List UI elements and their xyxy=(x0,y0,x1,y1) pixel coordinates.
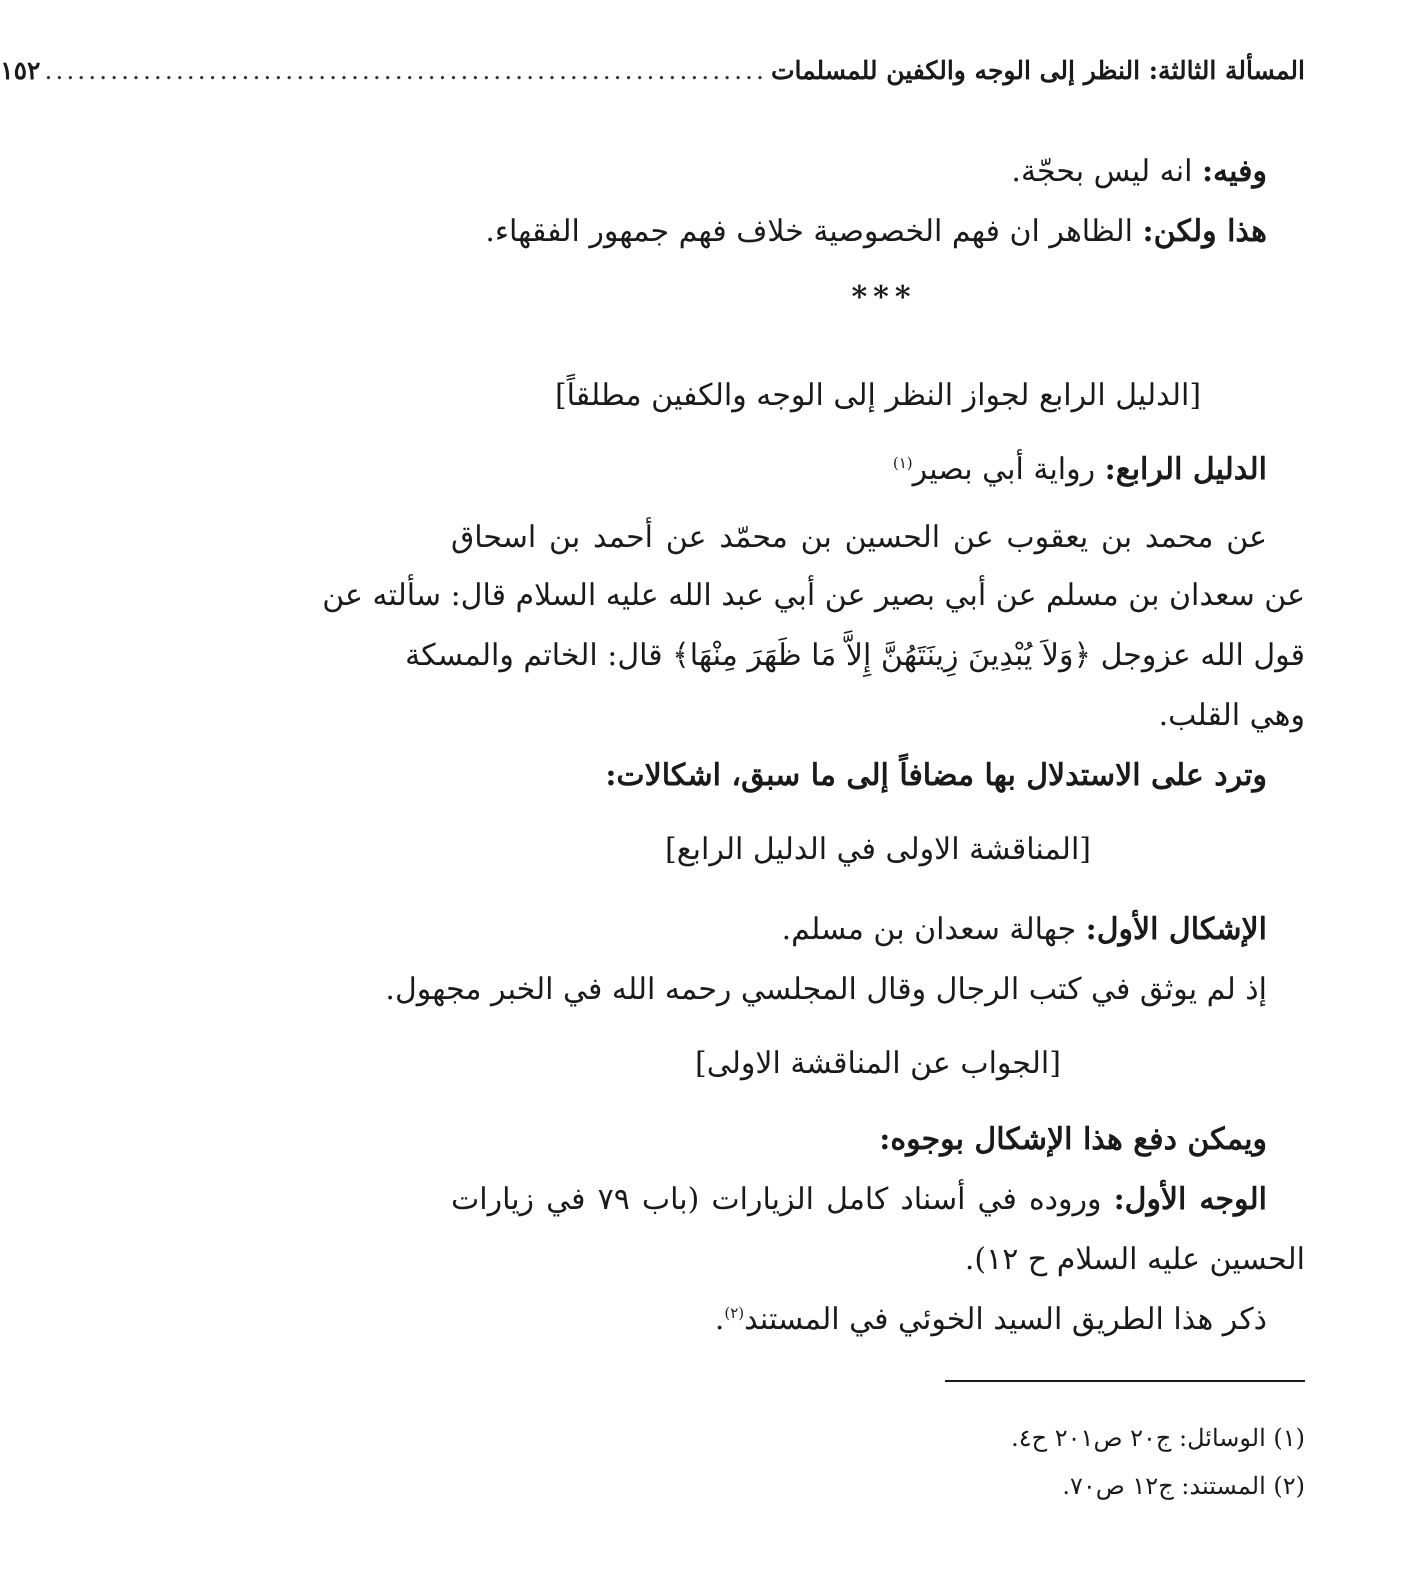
narration-line-4: وهي القلب. xyxy=(1158,698,1305,733)
narration-line-2: عن سعدان بن مسلم عن أبي بصير عن أبي عبد الله عليه السلام قال: سألته عن xyxy=(322,578,1305,613)
footnote-1: (١) الوسائل: ج٢٠ ص٢٠١ ح٤. xyxy=(1011,1424,1305,1452)
bold-lead: هذا ولكن: xyxy=(1142,214,1267,249)
page-header xyxy=(0,50,1305,90)
paragraph-majlisi: إذ لم يوثق في كتب الرجال وقال المجلسي رحمه الله في الخبر مجهول. xyxy=(385,972,1267,1007)
narration-line-3: قول الله عزوجل ﴿وَلاَ يُبْدِينَ زِينَتَهُنَّ إِلاَّ مَا ظَهَرَ مِنْهَا﴾ قال: الخاتم والمسكة xyxy=(405,638,1305,673)
page-number: ١٥٢ xyxy=(0,55,41,85)
paragraph-fourth-evidence xyxy=(451,446,1267,494)
section-heading-answer: [الجواب عن المناقشة الاولى] xyxy=(695,1046,1061,1081)
running-title: المسألة الثالثة: النظر إلى الوجه والكفين للمسلمات xyxy=(770,55,1305,85)
paragraph-text: انه ليس بحجّة. xyxy=(1011,154,1202,189)
bold-lead: وفيه: xyxy=(1201,154,1267,189)
paragraph-text: وروده في أسناد كامل الزيارات (باب ٧٩ في زيارات xyxy=(451,1182,1114,1217)
paragraph-end: . xyxy=(714,1302,725,1337)
narration-line-1: عن محمد بن يعقوب عن الحسين بن محمّد عن أحمد بن اسحاق xyxy=(451,520,1267,555)
footnote-divider xyxy=(945,1380,1305,1382)
paragraph-objections-intro: وترد على الاستدلال بها مضافاً إلى ما سبق، اشكالات: xyxy=(605,758,1267,793)
paragraph-objection xyxy=(451,148,1267,196)
leader-dots: .................................................................. xyxy=(44,55,767,85)
paragraph-first-problem xyxy=(451,906,1267,954)
bold-lead: الإشكال الأول: xyxy=(1085,912,1267,947)
section-heading-fourth-evidence: [الدليل الرابع لجواز النظر إلى الوجه والكفين مطلقاً] xyxy=(554,378,1202,413)
paragraph-text: ذكر هذا الطريق السيد الخوئي في المستند xyxy=(744,1302,1267,1337)
bold-lead: الدليل الرابع: xyxy=(1104,452,1267,487)
paragraph-first-aspect xyxy=(451,1176,1267,1224)
bold-lead: الوجه الأول: xyxy=(1113,1182,1267,1217)
paragraph-answer-intro: ويمكن دفع هذا الإشكال بوجوه: xyxy=(879,1122,1267,1157)
paragraph-text: رواية أبي بصير xyxy=(912,452,1105,487)
footnote-ref-1: (١) xyxy=(892,454,913,472)
footnote-2: (٢) المستند: ج١٢ ص٧٠. xyxy=(1062,1472,1305,1500)
section-heading-first-discussion: [المناقشة الاولى في الدليل الرابع] xyxy=(665,832,1091,867)
paragraph-first-aspect-cont: الحسين عليه السلام ح ١٢). xyxy=(964,1242,1305,1277)
paragraph-text: جهالة سعدان بن مسلم. xyxy=(781,912,1086,947)
paragraph-khoei xyxy=(451,1296,1267,1344)
paragraph-text: الظاهر ان فهم الخصوصية خلاف فهم جمهور الفقهاء. xyxy=(485,214,1143,249)
footnote-ref-2: (٢) xyxy=(724,1304,745,1322)
paragraph-however xyxy=(451,208,1267,256)
section-separator: *** xyxy=(851,280,917,315)
